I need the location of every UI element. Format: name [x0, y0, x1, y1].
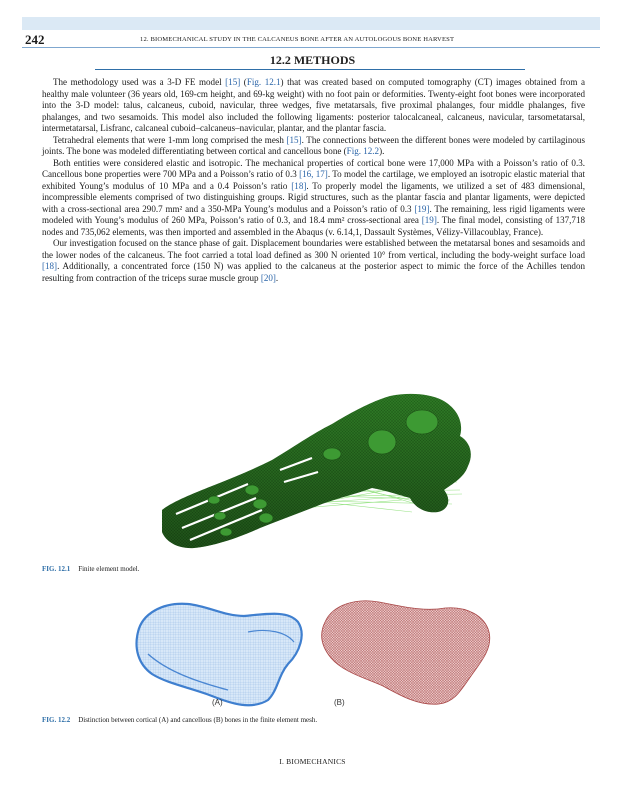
paragraph: Both entities were considered elastic and isotropic. The mechanical properties of cortical bone were 17,000 MPa with a Poisson’s ratio of 0.3. Cancellous bone properties were 700 MPa and a Poisson’s ratio of 0.3 [16, 17]. To model the cartilage, we employed an isotropic elastic material that exhibited Young’s modulus of 10 MPa and a 0.4 Poisson’s ratio [18]. To properly model the ligaments, we utilized a set of 483 dimensional, incompressible elements comprised of two distinguishing groups. Rigid structures, such as the plantar fascia and plantar ligaments, were depicted with a cross-sectional area 290.7 mm² and a 350-MPa Young’s modulus and a Poisson’s ratio of 0.3 [19]. The remaining, less rigid ligaments were modeled with Young’s modulus of 260 MPa, Poisson’s ratio of 0.3, and 18.4 mm² cross-sectional area [19]. The final model, consisting of 137,718 nodes and 735,062 elements, was then imported and assembled in the Abaqus (v. 6.14,1, Dassault Systèmes, Vélizy-Villacoublay, France). — [42, 157, 586, 237]
cortical-bone-mesh — [128, 592, 308, 712]
running-head: 12. BIOMECHANICAL STUDY IN THE CALCANEUS BONE AFTER AN AUTOLOGOUS BONE HARVEST — [140, 36, 455, 43]
paragraph: The methodology used was a 3-D FE model [15] (Fig. 12.1) that was created based on computed tomography (CT) images obtained from a healthy male volunteer (36 years old, 169-cm height, and 69-kg weight) with no foot pain or deformities. Twenty-eight foot bones were incorporated into the 3-D model: talus, calcaneus, cuboid, navicular, three wedges, five metatarsals, five proximal phalanges, four middle phalanges, five phalanges, and two sesamoids. This model also included the following ligaments: posterior talocalcaneal, calcaneus, navicular, tarsometatarsal, intermetatarsal, Lisfranc, calcaneal cuboid–calcaneus–navicular, plantar, and the plantar fascia. — [42, 77, 585, 133]
section-title-rule — [95, 69, 525, 70]
figure-caption-12-2 — [42, 716, 317, 724]
citation-link[interactable]: [19] — [414, 203, 430, 214]
citation-link[interactable]: [18] — [42, 261, 58, 271]
header-band — [22, 17, 600, 30]
figure-label: FIG. 12.2 — [42, 716, 71, 724]
page-number: 242 — [25, 32, 45, 47]
paragraph: Our investigation focused on the stance phase of gait. Displacement boundaries were established between the metatarsal bones and sesamoids and the lower nodes of the calcaneus. The foot carried a total load defined as 300 N oriented 10° from vertical, including the body-weight surface load [18]. Additionally, a concentrated force (150 N) was applied to the calcaneus at the posterior aspect to mimic the force of the Achilles tendon resulting from contraction of the triceps surae muscle group [20]. — [42, 238, 585, 283]
figure-label: FIG. 12.1 — [42, 565, 71, 573]
finite-element-foot-model — [152, 382, 492, 562]
citation-link[interactable]: [19] — [421, 215, 437, 225]
figure-caption-text: Finite element model. — [78, 565, 140, 573]
subfigure-label-b: (B) — [334, 698, 345, 707]
citation-link[interactable]: [16, 17] — [299, 169, 328, 179]
footer-part-title: I. BIOMECHANICS — [279, 757, 346, 766]
header-rule — [22, 47, 600, 48]
citation-link[interactable]: [15] — [225, 77, 241, 87]
paragraph: Tetrahedral elements that were 1-mm long comprised the mesh [15]. The connections between the different bones were modeled by cartilaginous joints. The bone was modeled differentiating between cortical and cancellous bone (Fig. 12.2). — [42, 134, 585, 156]
cancellous-bone-mesh — [313, 592, 495, 712]
foot-bones — [162, 394, 471, 548]
figure-caption-12-1 — [42, 565, 139, 573]
citation-link[interactable]: Fig. 12.2 — [346, 146, 380, 156]
citation-link[interactable]: [18] — [291, 180, 307, 191]
citation-link[interactable]: Fig. 12.1 — [246, 77, 281, 87]
section-title: 12.2 METHODS — [269, 53, 356, 67]
citation-link[interactable]: [20] — [260, 272, 276, 283]
subfigure-label-a: (A) — [212, 698, 223, 707]
figure-caption-text: Distinction between cortical (A) and cancellous (B) bones in the finite element mesh. — [78, 716, 318, 724]
body-text — [42, 77, 585, 284]
citation-link[interactable]: [15] — [286, 134, 302, 145]
